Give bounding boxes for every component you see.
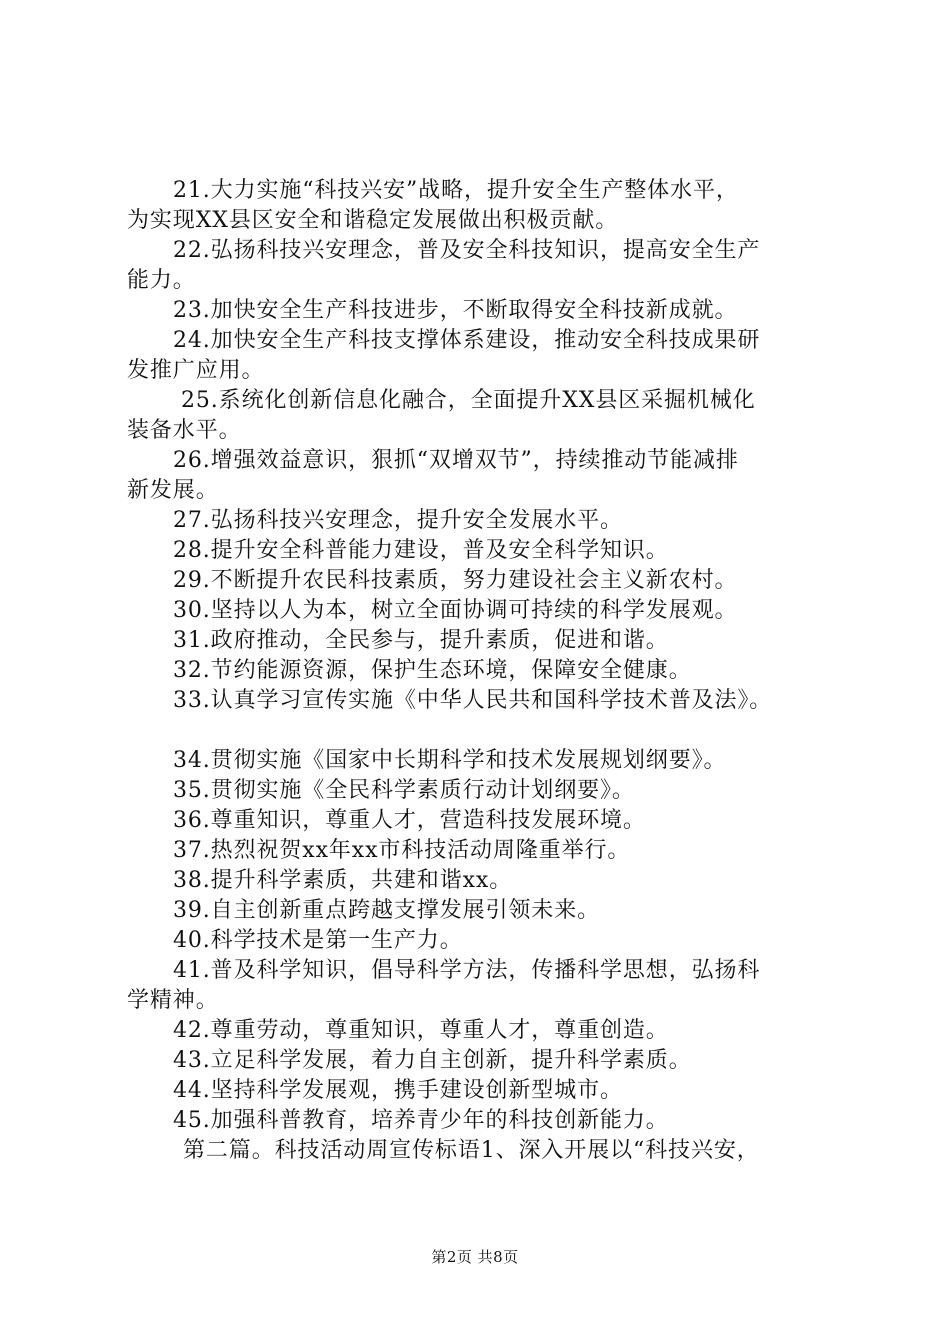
page-number-footer: 第2页 共8页 (431, 1248, 519, 1266)
blank-line (127, 716, 847, 746)
slogan-38: 38.提升科学素质，共建和谐xx。 (173, 868, 513, 893)
slogan-21-line-1: 21.大力实施“科技兴安”战略，提升安全生产整体水平， (173, 178, 739, 203)
slogan-23: 23.加快安全生产科技进步，不断取得安全科技新成就。 (173, 298, 738, 323)
slogan-24-line-2: 发推广应用。 (127, 358, 265, 383)
slogan-41-line-1: 41.普及科学知识，倡导科学方法，传播科学思想，弘扬科 (173, 958, 761, 983)
slogan-21-line-2: 为实现XX县区安全和谐稳定发展做出积极贡献。 (127, 208, 619, 233)
slogan-41-line-2: 学精神。 (127, 988, 219, 1013)
slogan-30: 30.坚持以人为本，树立全面协调可持续的科学发展观。 (173, 598, 738, 623)
slogan-25-line-2: 装备水平。 (127, 418, 242, 443)
slogan-36: 36.尊重知识，尊重人才，营造科技发展环境。 (173, 808, 646, 833)
slogan-45: 45.加强科普教育，培养青少年的科技创新能力。 (173, 1108, 669, 1133)
slogan-34: 34.贯彻实施《国家中长期科学和技术发展规划纲要》。 (173, 748, 727, 773)
slogan-33: 33.认真学习宣传实施《中华人民共和国科学技术普及法》。 (173, 688, 773, 713)
slogan-25-line-1: 25.系统化创新信息化融合，全面提升XX县区采掘机械化 (181, 388, 756, 413)
slogan-29: 29.不断提升农民科技素质，努力建设社会主义新农村。 (173, 568, 738, 593)
slogan-24-line-1: 24.加快安全生产科技支撑体系建设，推动安全科技成果研 (173, 328, 761, 353)
document-body (127, 176, 847, 1166)
slogan-37: 37.热烈祝贺xx年xx市科技活动周隆重举行。 (173, 838, 631, 863)
slogan-44: 44.坚持科学发展观，携手建设创新型城市。 (173, 1078, 623, 1103)
slogan-22-line-1: 22.弘扬科技兴安理念，普及安全科技知识，提高安全生产 (173, 238, 761, 263)
slogan-26-line-1: 26.增强效益意识，狠抓“双增双节”，持续推动节能减排 (173, 448, 739, 473)
slogan-40: 40.科学技术是第一生产力。 (173, 928, 463, 953)
slogan-28: 28.提升安全科普能力建设，普及安全科学知识。 (173, 538, 669, 563)
slogan-43: 43.立足科学发展，着力自主创新，提升科学素质。 (173, 1048, 692, 1073)
slogan-27: 27.弘扬科技兴安理念，提升安全发展水平。 (173, 508, 623, 533)
slogan-42: 42.尊重劳动，尊重知识，尊重人才，尊重创造。 (173, 1018, 669, 1043)
slogan-32: 32.节约能源资源，保护生态环境，保障安全健康。 (173, 658, 692, 683)
slogan-39: 39.自主创新重点跨越支撑发展引领未来。 (173, 898, 600, 923)
slogan-35: 35.贯彻实施《全民科学素质行动计划纲要》。 (173, 778, 635, 803)
section-two-heading: 第二篇。科技活动周宣传标语1、深入开展以“科技兴安， (183, 1138, 760, 1163)
slogan-22-line-2: 能力。 (127, 268, 196, 293)
slogan-26-line-2: 新发展。 (127, 478, 219, 503)
slogan-31: 31.政府推动，全民参与，提升素质，促进和谐。 (173, 628, 669, 653)
